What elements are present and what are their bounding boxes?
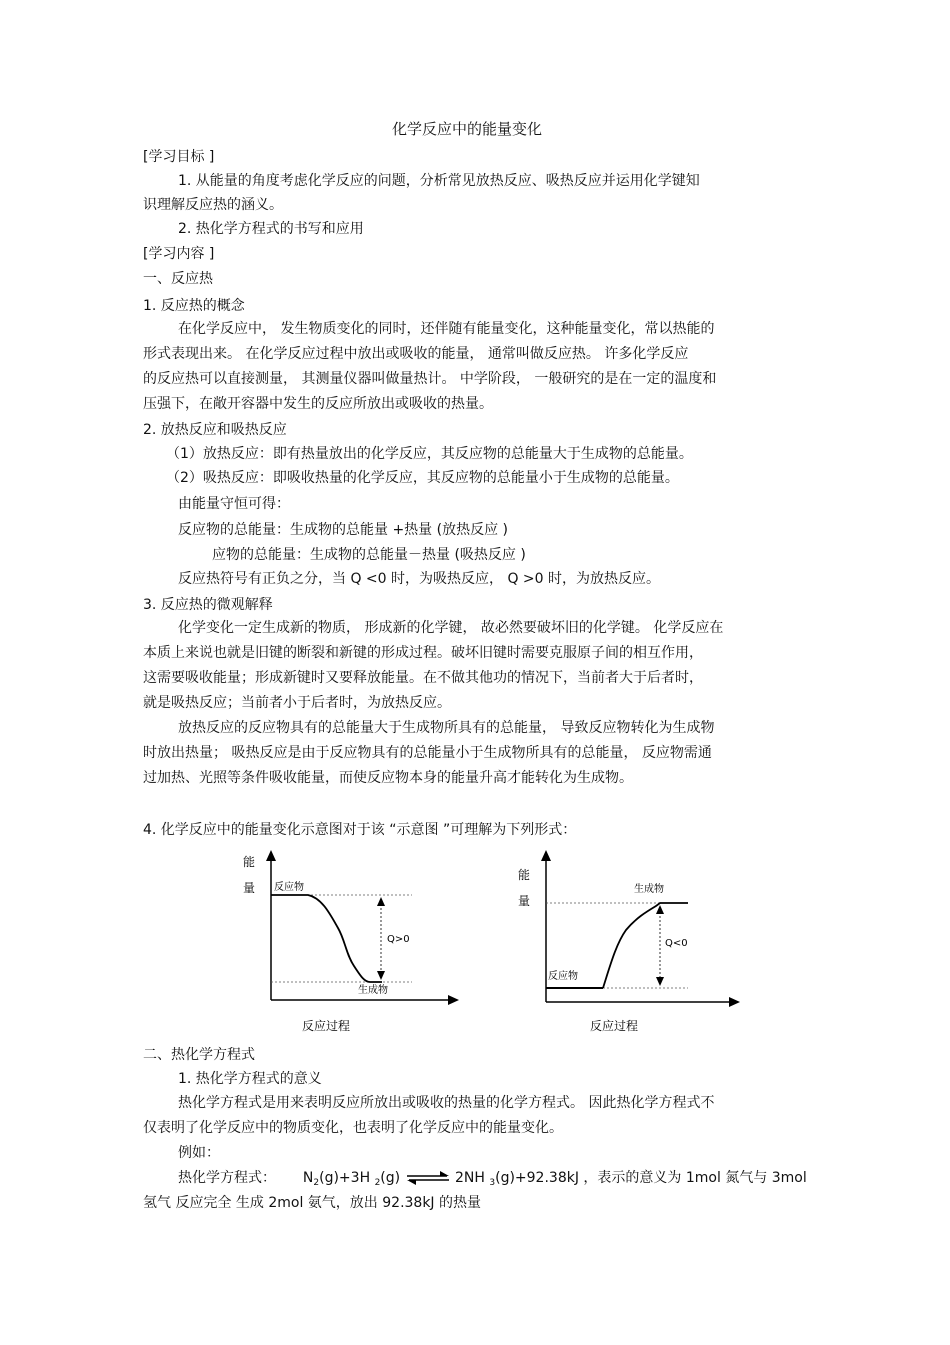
equation-label: 热化学方程式：: [178, 1170, 276, 1186]
endothermic-definition: （2）吸热反应：即吸收热量的化学反应，其反应物的总能量小于生成物的总能量。: [166, 470, 679, 486]
y-label-2: 量: [518, 894, 531, 908]
x-axis-label: 反应过程: [302, 1019, 351, 1033]
exothermic-definition: （1）放热反应：即有热量放出的化学反应，其反应物的总能量大于生成物的总能量。: [166, 446, 693, 462]
paragraph-3-line-1: 化学变化一定生成新的物质， 形成新的化学键， 故必然要破坏旧的化学键。 化学反应在: [178, 620, 724, 636]
paragraph-1-line-1: 在化学反应中， 发生物质变化的同时，还伴随有能量变化，这种能量变化，常以热能的: [178, 321, 715, 337]
q-arrow-head-down: [377, 971, 385, 980]
endothermic-energy-diagram: [508, 848, 748, 1038]
paragraph-3-line-4: 就是吸热反应；当前者小于后者时，为放热反应。: [143, 695, 451, 711]
subsection-1-4: 4. 化学反应中的能量变化示意图对于该 “示意图 ”可理解为下列形式：: [143, 822, 577, 838]
x-axis-arrow: [729, 997, 740, 1007]
product-label: 生成物: [358, 985, 388, 996]
reversible-arrow-icon: [405, 1170, 451, 1186]
x-axis-arrow: [448, 995, 459, 1005]
section-2-heading: 二、热化学方程式: [143, 1047, 255, 1063]
paragraph-5-line-2: 仅表明了化学反应中的物质变化，也表明了化学反应中的能量变化。: [143, 1120, 563, 1136]
q-arrow-head-up: [377, 897, 385, 906]
goals-heading: [学习目标 ]: [143, 149, 215, 165]
reactant-label: 反应物: [548, 971, 578, 982]
equation-endothermic: 应物的总能量：生成物的总能量－热量 (吸热反应 ): [212, 547, 526, 563]
sign-rule: 反应热符号有正负之分，当 Q <0 时，为吸热反应， Q >0 时，为放热反应。: [178, 571, 661, 587]
equation-nh3: 2NH: [455, 1170, 490, 1186]
paragraph-1-line-3: 的反应热可以直接测量， 其测量仪器叫做量热计。 中学阶段， 一般研究的是在一定的温度和: [143, 371, 717, 387]
page-title: 化学反应中的能量变化: [392, 120, 543, 138]
equation-right-end: (g)+92.38kJ ，表示的意义为 1mol 氮气与 3mol: [495, 1170, 807, 1186]
content-heading: [学习内容 ]: [143, 246, 215, 262]
q-arrow-head-down: [656, 977, 664, 986]
equation-meaning: 氢气 反应完全 生成 2mol 氨气，放出 92.38kJ 的热量: [143, 1195, 482, 1211]
equation-exothermic: 反应物的总能量：生成物的总能量 +热量 (放热反应 ): [178, 522, 509, 538]
exothermic-energy-diagram: [230, 848, 470, 1038]
y-axis-arrow: [266, 850, 276, 861]
y-label-1: 能: [243, 855, 256, 869]
paragraph-3-line-3: 这需要吸收能量；形成新键时又要释放能量。在不做其他功的情况下，当前者大于后者时，: [143, 670, 703, 686]
subsection-2-1: 1. 热化学方程式的意义: [178, 1071, 322, 1087]
subscript-n2: 2: [313, 1178, 320, 1188]
example-label: 例如：: [178, 1145, 220, 1161]
reactant-label: 反应物: [274, 882, 304, 893]
equation-left-mid: (g)+3H: [319, 1170, 375, 1186]
energy-conservation: 由能量守恒可得：: [178, 496, 290, 512]
product-label: 生成物: [634, 884, 664, 895]
paragraph-4-line-3: 过加热、光照等条件吸收能量，而使反应物本身的能量升高才能转化为生成物。: [143, 770, 633, 786]
paragraph-1-line-2: 形式表现出来。 在化学反应过程中放出或吸收的能量， 通常叫做反应热。 许多化学反应: [143, 346, 689, 362]
subscript-nh3: 3: [489, 1178, 496, 1188]
thermochemical-equation: [178, 1168, 807, 1190]
section-1-heading: 一、反应热: [143, 271, 213, 287]
subscript-h2: 2: [374, 1178, 381, 1188]
equation-left-end: (g): [380, 1170, 401, 1186]
paragraph-3-line-2: 本质上来说也就是旧键的断裂和新键的形成过程。破坏旧键时需要克服原子间的相互作用，: [143, 645, 703, 661]
energy-curve: [271, 895, 382, 982]
y-axis-arrow: [541, 850, 551, 861]
paragraph-4-line-2: 时放出热量； 吸热反应是由于反应物具有的总能量小于生成物所具有的总能量， 反应物需通: [143, 745, 712, 761]
paragraph-5-line-1: 热化学方程式是用来表明反应所放出或吸收的热量的化学方程式。 因此热化学方程式不: [178, 1095, 715, 1111]
q-arrow-head-up: [656, 905, 664, 914]
q-label: Q<0: [665, 938, 688, 949]
subsection-1-3: 3. 反应热的微观解释: [143, 597, 273, 613]
x-axis-label: 反应过程: [590, 1019, 639, 1033]
paragraph-1-line-4: 压强下，在敞开容器中发生的反应所放出或吸收的热量。: [143, 396, 493, 412]
subsection-1-1: 1. 反应热的概念: [143, 298, 245, 314]
y-label-2: 量: [243, 881, 256, 895]
goal-1-line-2: 识理解反应热的涵义。: [143, 197, 283, 213]
equation-n2: N: [302, 1170, 314, 1186]
goal-1-line-1: 1. 从能量的角度考虑化学反应的问题，分析常见放热反应、吸热反应并运用化学键知: [178, 173, 700, 189]
subsection-1-2: 2. 放热反应和吸热反应: [143, 422, 287, 438]
q-label: Q>0: [387, 934, 410, 945]
paragraph-4-line-1: 放热反应的反应物具有的总能量大于生成物所具有的总能量， 导致反应物转化为生成物: [178, 720, 715, 736]
goal-2: 2. 热化学方程式的书写和应用: [178, 221, 364, 237]
y-label-1: 能: [518, 868, 531, 882]
